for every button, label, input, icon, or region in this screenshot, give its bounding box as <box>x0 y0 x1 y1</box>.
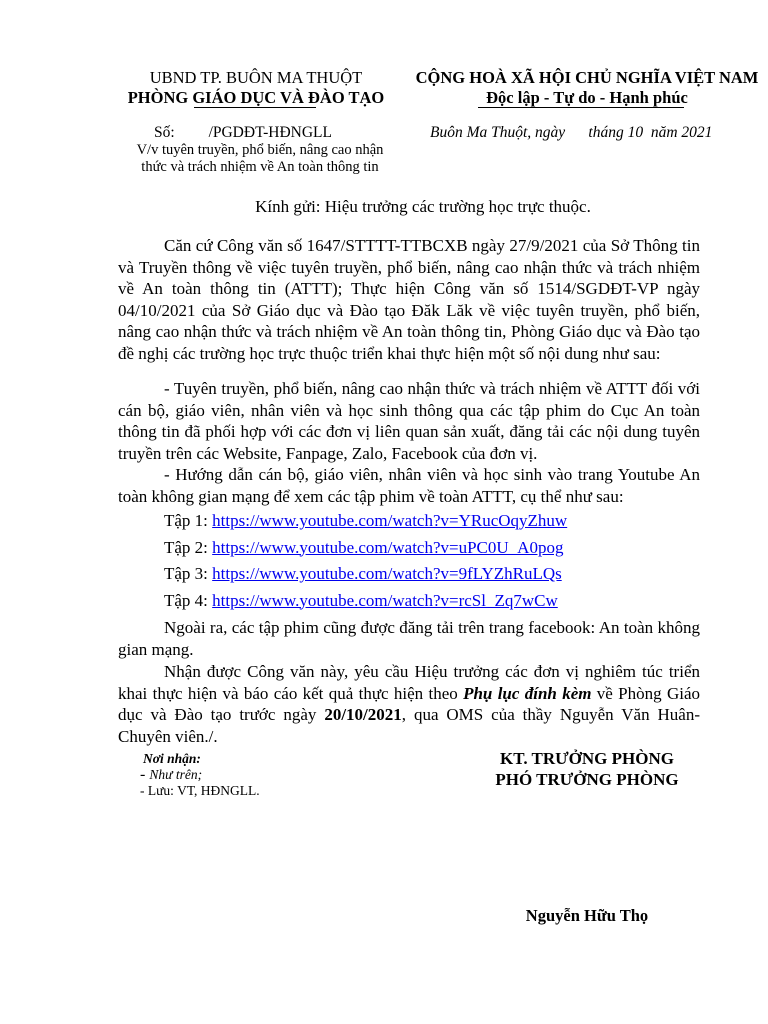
agency-parent: UBND TP. BUÔN MA THUỘT <box>149 68 363 87</box>
agency-name: PHÒNG GIÁO DỤC VÀ ĐÀO TẠO <box>127 88 385 107</box>
paragraph-5 <box>118 661 700 747</box>
paragraph-3 <box>118 464 700 507</box>
episode-link[interactable]: https://www.youtube.com/watch?v=YRucOqyZhuw <box>212 511 568 530</box>
agency-block <box>96 68 416 108</box>
deadline-date: 20/10/2021 <box>324 705 402 724</box>
episode-label: Tập 1: <box>164 511 213 530</box>
paragraph-4-text: Ngoài ra, các tập phim cũng được đăng tải trên trang facebook: An toàn không gian mạng. <box>118 618 700 659</box>
paragraph-2-text: - Tuyên truyền, phổ biến, nâng cao nhận thức và trách nhiệm về ATTT đối với cán bộ, giáo viên, nhân viên và học sinh thông qua các tập phim do Cục An toàn thông tin đã phối hợp với các đơn vị liên quan sản xuất, đăng tải các nội dung tuyên truyền trên các Website, Fanpage, Zalo, Facebook của đơn vị. <box>118 379 700 463</box>
episode-link[interactable]: https://www.youtube.com/watch?v=9fLYZhRuLQs <box>212 564 562 583</box>
episode-link[interactable]: https://www.youtube.com/watch?v=rcSl_Zq7wCw <box>212 590 558 610</box>
episode-item <box>164 537 704 564</box>
signer-name: Nguyễn Hữu Thọ <box>525 906 649 925</box>
episode-label: Tập 4: <box>164 590 213 610</box>
doc-number-label: Số: <box>154 124 175 141</box>
doc-number <box>154 123 332 142</box>
episode-list <box>164 510 704 616</box>
salutation: Kính gửi: Hiệu trưởng các trường học trực thuộc. <box>255 197 591 216</box>
agency-underline <box>194 107 316 108</box>
paragraph-5-text-a: Nhận được Công văn này, yêu cầu Hiệu trưởng các đơn vị nghiêm túc triển khai thực hiện và báo cáo kết quả thực hiện theo <box>118 662 700 703</box>
doc-subject-line2: thức và trách nhiệm về An toàn thông tin <box>141 159 379 175</box>
signature-title-1: KT. TRƯỞNG PHÒNG <box>500 749 674 768</box>
paragraph-5-text-e: , qua OMS của thầy Nguyễn Văn Huân-Chuyên viên./. <box>118 705 700 746</box>
appendix-reference: Phụ lục đính kèm <box>463 683 592 703</box>
national-name: CỘNG HOÀ XÃ HỘI CHỦ NGHĨA VIỆT NAM <box>415 68 759 87</box>
episode-item <box>164 590 704 617</box>
episode-item <box>164 563 704 590</box>
paragraph-4 <box>118 617 700 660</box>
national-motto: Độc lập - Tự do - Hạnh phúc <box>486 88 688 107</box>
recipients-item-1: Như trên; <box>149 767 203 782</box>
recipients-title: Nơi nhận: <box>143 751 201 766</box>
paragraph-5-text-c: về Phòng Giáo dục và Đào tạo trước ngày <box>118 683 700 724</box>
doc-subject <box>110 142 410 176</box>
doc-subject-line1: V/v tuyên truyền, phổ biến, nâng cao nhận <box>136 142 384 158</box>
recipients-item-2: - Lưu: VT, HĐNGLL. <box>140 783 260 798</box>
doc-number-value: /PGDĐT-HĐNGLL <box>208 124 332 141</box>
episode-item <box>164 510 704 537</box>
recipients-dash: - <box>140 766 150 783</box>
paragraph-3-text: - Hướng dẫn cán bộ, giáo viên, nhân viên và học sinh vào trang Youtube An toàn không gian mạng để xem các tập phim về toàn ATTT, cụ thể như sau: <box>118 465 700 506</box>
episode-label: Tập 3: <box>164 564 213 583</box>
recipients-block <box>140 751 400 799</box>
motto-underline <box>478 107 684 108</box>
signature-title-2: PHÓ TRƯỞNG PHÒNG <box>495 770 679 789</box>
national-header <box>400 68 768 108</box>
paragraph-1-text: Căn cứ Công văn số 1647/STTTT-TTBCXB ngày 27/9/2021 của Sở Thông tin và Truyền thông về việc tuyên truyền, phổ biến, nâng cao nhận thức và trách nhiệm về An toàn thông tin (ATTT); Thực hiện Công văn số 1514/SGDĐT-VP ngày 04/10/2021 của Sở Giáo dục và Đào tạo Đăk Lăk về việc tuyên truyền, phổ biến, nâng cao nhận thức và trách nhiệm về An toàn thông tin, Phòng Giáo dục và Đào tạo đề nghị các trường học trực thuộc triển khai thực hiện một số nội dung như sau: <box>118 236 700 363</box>
paragraph-2 <box>118 378 700 464</box>
episode-link[interactable]: https://www.youtube.com/watch?v=uPC0U_A0pog <box>212 537 564 557</box>
paragraph-1 <box>118 235 700 364</box>
signature-block <box>440 748 734 790</box>
recipients-item <box>140 767 400 783</box>
episode-label: Tập 2: <box>164 537 213 557</box>
place-date: Buôn Ma Thuột, ngày tháng 10 năm 2021 <box>430 124 713 141</box>
